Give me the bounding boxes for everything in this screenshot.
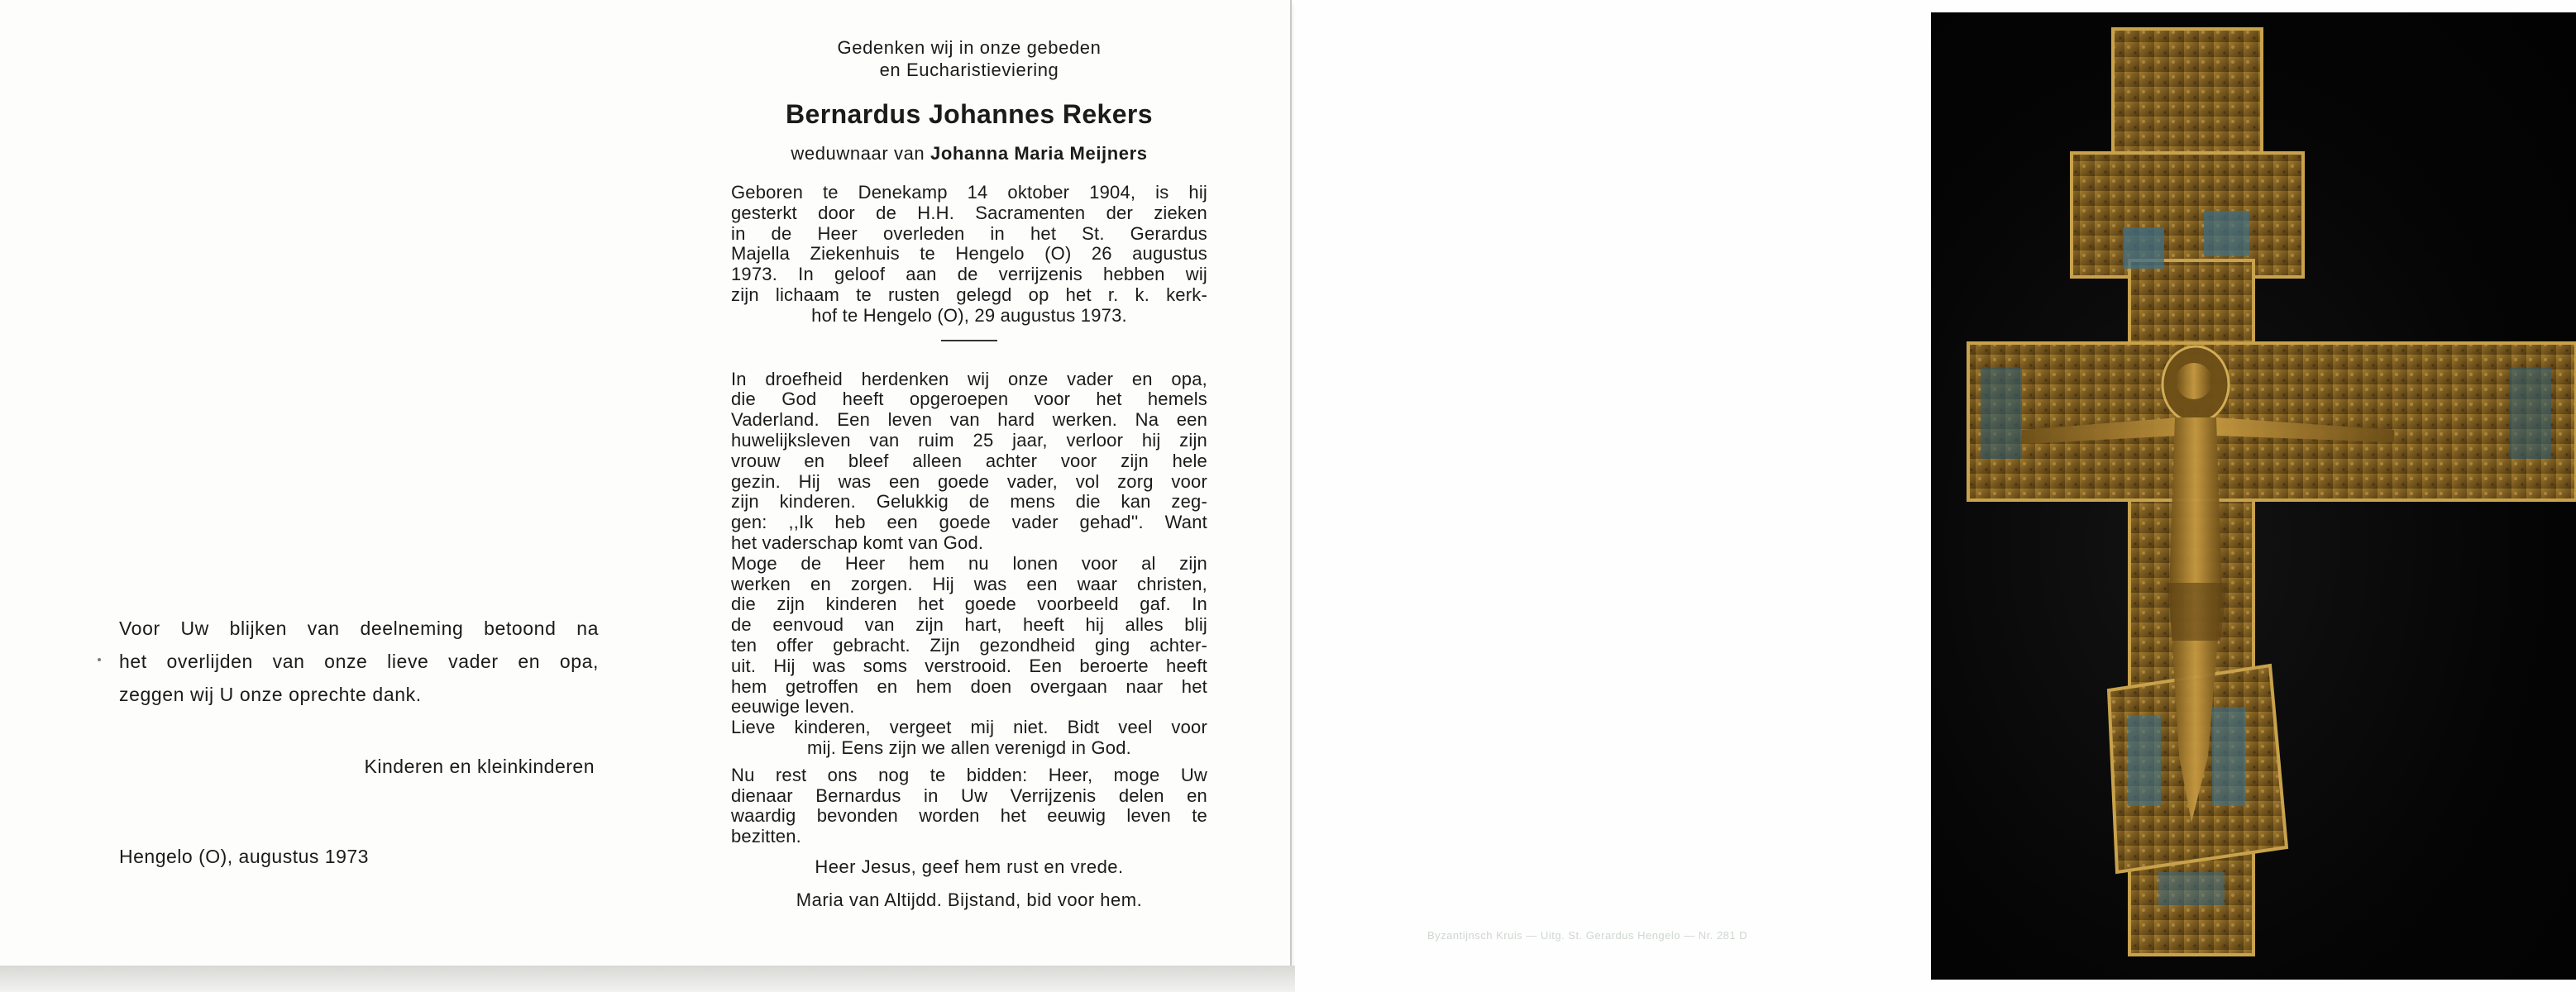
memorial-text <box>731 36 1207 917</box>
image-credit: Byzantijnsch Kruis — Uitg. St. Gerardus Hengelo — Nr. 281 D <box>1427 929 1748 942</box>
bio-line: in de Heer overleden in het St. Gerardus <box>731 222 1207 244</box>
bio-line: Geboren te Denekamp 14 oktober 1904, is hij <box>731 182 1207 203</box>
prayer-line: waardig bevonden worden het eeuwig leven te <box>731 805 1207 827</box>
tribute-line: In droefheid herdenken wij onze vader en opa, <box>731 368 1207 389</box>
card-fold-shadow <box>0 966 1295 992</box>
enamel-panel <box>1981 368 2022 459</box>
bio-line: zijn lichaam te rusten gelegd op het r. k. kerk- <box>731 284 1207 305</box>
tribute-line: gezin. Hij was een goede vader, vol zorg voor <box>731 470 1207 492</box>
closing-line: Maria van Altijdd. Bijstand, bid voor hem. <box>796 889 1143 910</box>
enamel-panel <box>2212 707 2245 806</box>
prayer-line: Nu rest ons nog te bidden: Heer, moge Uw <box>731 764 1207 785</box>
biography-paragraph <box>731 183 1207 327</box>
crucifix-photo <box>1931 12 2576 980</box>
bio-line: hof te Hengelo (O), 29 augustus 1973. <box>811 304 1127 326</box>
crucifix-illustration <box>1931 12 2576 980</box>
bio-line: Majella Ziekenhuis te Hengelo (O) 26 augustus <box>731 243 1207 265</box>
place-date: Hengelo (O), augustus 1973 <box>119 846 369 867</box>
enamel-panel <box>2204 211 2249 256</box>
tribute-line: ten offer gebracht. Zijn gezondheid ging achter- <box>731 634 1207 656</box>
inscription-plate <box>2158 872 2225 905</box>
tribute-line: Moge de Heer hem nu lonen voor al zijn <box>731 552 1207 574</box>
intro-line: Gedenken wij in onze gebeden <box>837 37 1102 58</box>
closing-prayer <box>731 851 1207 917</box>
tribute-paragraph <box>731 370 1207 759</box>
closing-line: Heer Jesus, geef hem rust en vrede. <box>815 856 1124 877</box>
thanks-line: Voor Uw blijken van deelneming betoond na <box>119 618 599 639</box>
prayer-line: bezitten. <box>731 826 801 847</box>
section-divider <box>941 340 997 341</box>
enamel-panel <box>2128 715 2161 806</box>
tribute-line: die zijn kinderen het goede voorbeeld gaf. In <box>731 594 1207 615</box>
bio-line: gesterkt door de H.H. Sacramenten der zieken <box>731 202 1207 223</box>
cross-upper-bar <box>2072 153 2303 277</box>
intro-line: en Eucharistieviering <box>879 60 1059 80</box>
cross-top-cap <box>2113 29 2262 161</box>
tribute-line: zijn kinderen. Gelukkig de mens die kan zeg- <box>731 491 1207 513</box>
spouse-prefix: weduwnaar van <box>791 143 925 164</box>
enamel-panel <box>2510 368 2551 459</box>
tribute-line: die God heeft opgeroepen voor het hemels <box>731 389 1207 410</box>
tribute-line: Vaderland. Een leven van hard werken. Na een <box>731 409 1207 431</box>
thanks-signature: Kinderen en kleinkinderen <box>364 756 595 777</box>
tribute-line: gen: ,,Ik heb een goede vader gehad''. Want <box>731 512 1207 533</box>
bio-line: 1973. In geloof aan de verrijzenis hebben wij <box>731 264 1207 285</box>
tribute-line: Lieve kinderen, vergeet mij niet. Bidt veel voor <box>731 717 1207 738</box>
tribute-line: hem getroffen en hem doen overgaan naar het <box>731 675 1207 697</box>
prayer-line: dienaar Bernardus in Uw Verrijzenis delen en <box>731 785 1207 806</box>
thanks-message <box>119 612 599 711</box>
thanks-line: het overlijden van onze lieve vader en opa, <box>119 651 599 672</box>
thanks-line: zeggen wij U onze oprechte dank. <box>119 684 422 705</box>
tribute-line: de eenvoud van zijn hart, heeft hij alles blij <box>731 614 1207 636</box>
tribute-line: vrouw en bleef alleen achter voor zijn hele <box>731 450 1207 471</box>
tribute-line: het vaderschap komt van God. <box>731 532 984 553</box>
tribute-line: uit. Hij was soms verstrooid. Een beroerte heeft <box>731 655 1207 676</box>
tribute-line: eeuwige leven. <box>731 696 855 718</box>
tribute-line: mij. Eens zijn we allen verenigd in God. <box>807 737 1131 758</box>
tribute-line: werken en zorgen. Hij was een waar christen, <box>731 573 1207 594</box>
tribute-line: huwelijksleven van ruim 25 jaar, verloor hij zijn <box>731 429 1207 451</box>
prayer-paragraph <box>731 765 1207 847</box>
enamel-panel <box>2123 227 2164 269</box>
intro-text <box>731 36 1207 81</box>
memorial-card-inside <box>0 0 1292 966</box>
spouse-line <box>731 143 1207 165</box>
deceased-name: Bernardus Johannes Rekers <box>786 99 1153 129</box>
spouse-name: Johanna Maria Meijners <box>930 143 1148 164</box>
stray-ink-mark <box>98 658 101 661</box>
